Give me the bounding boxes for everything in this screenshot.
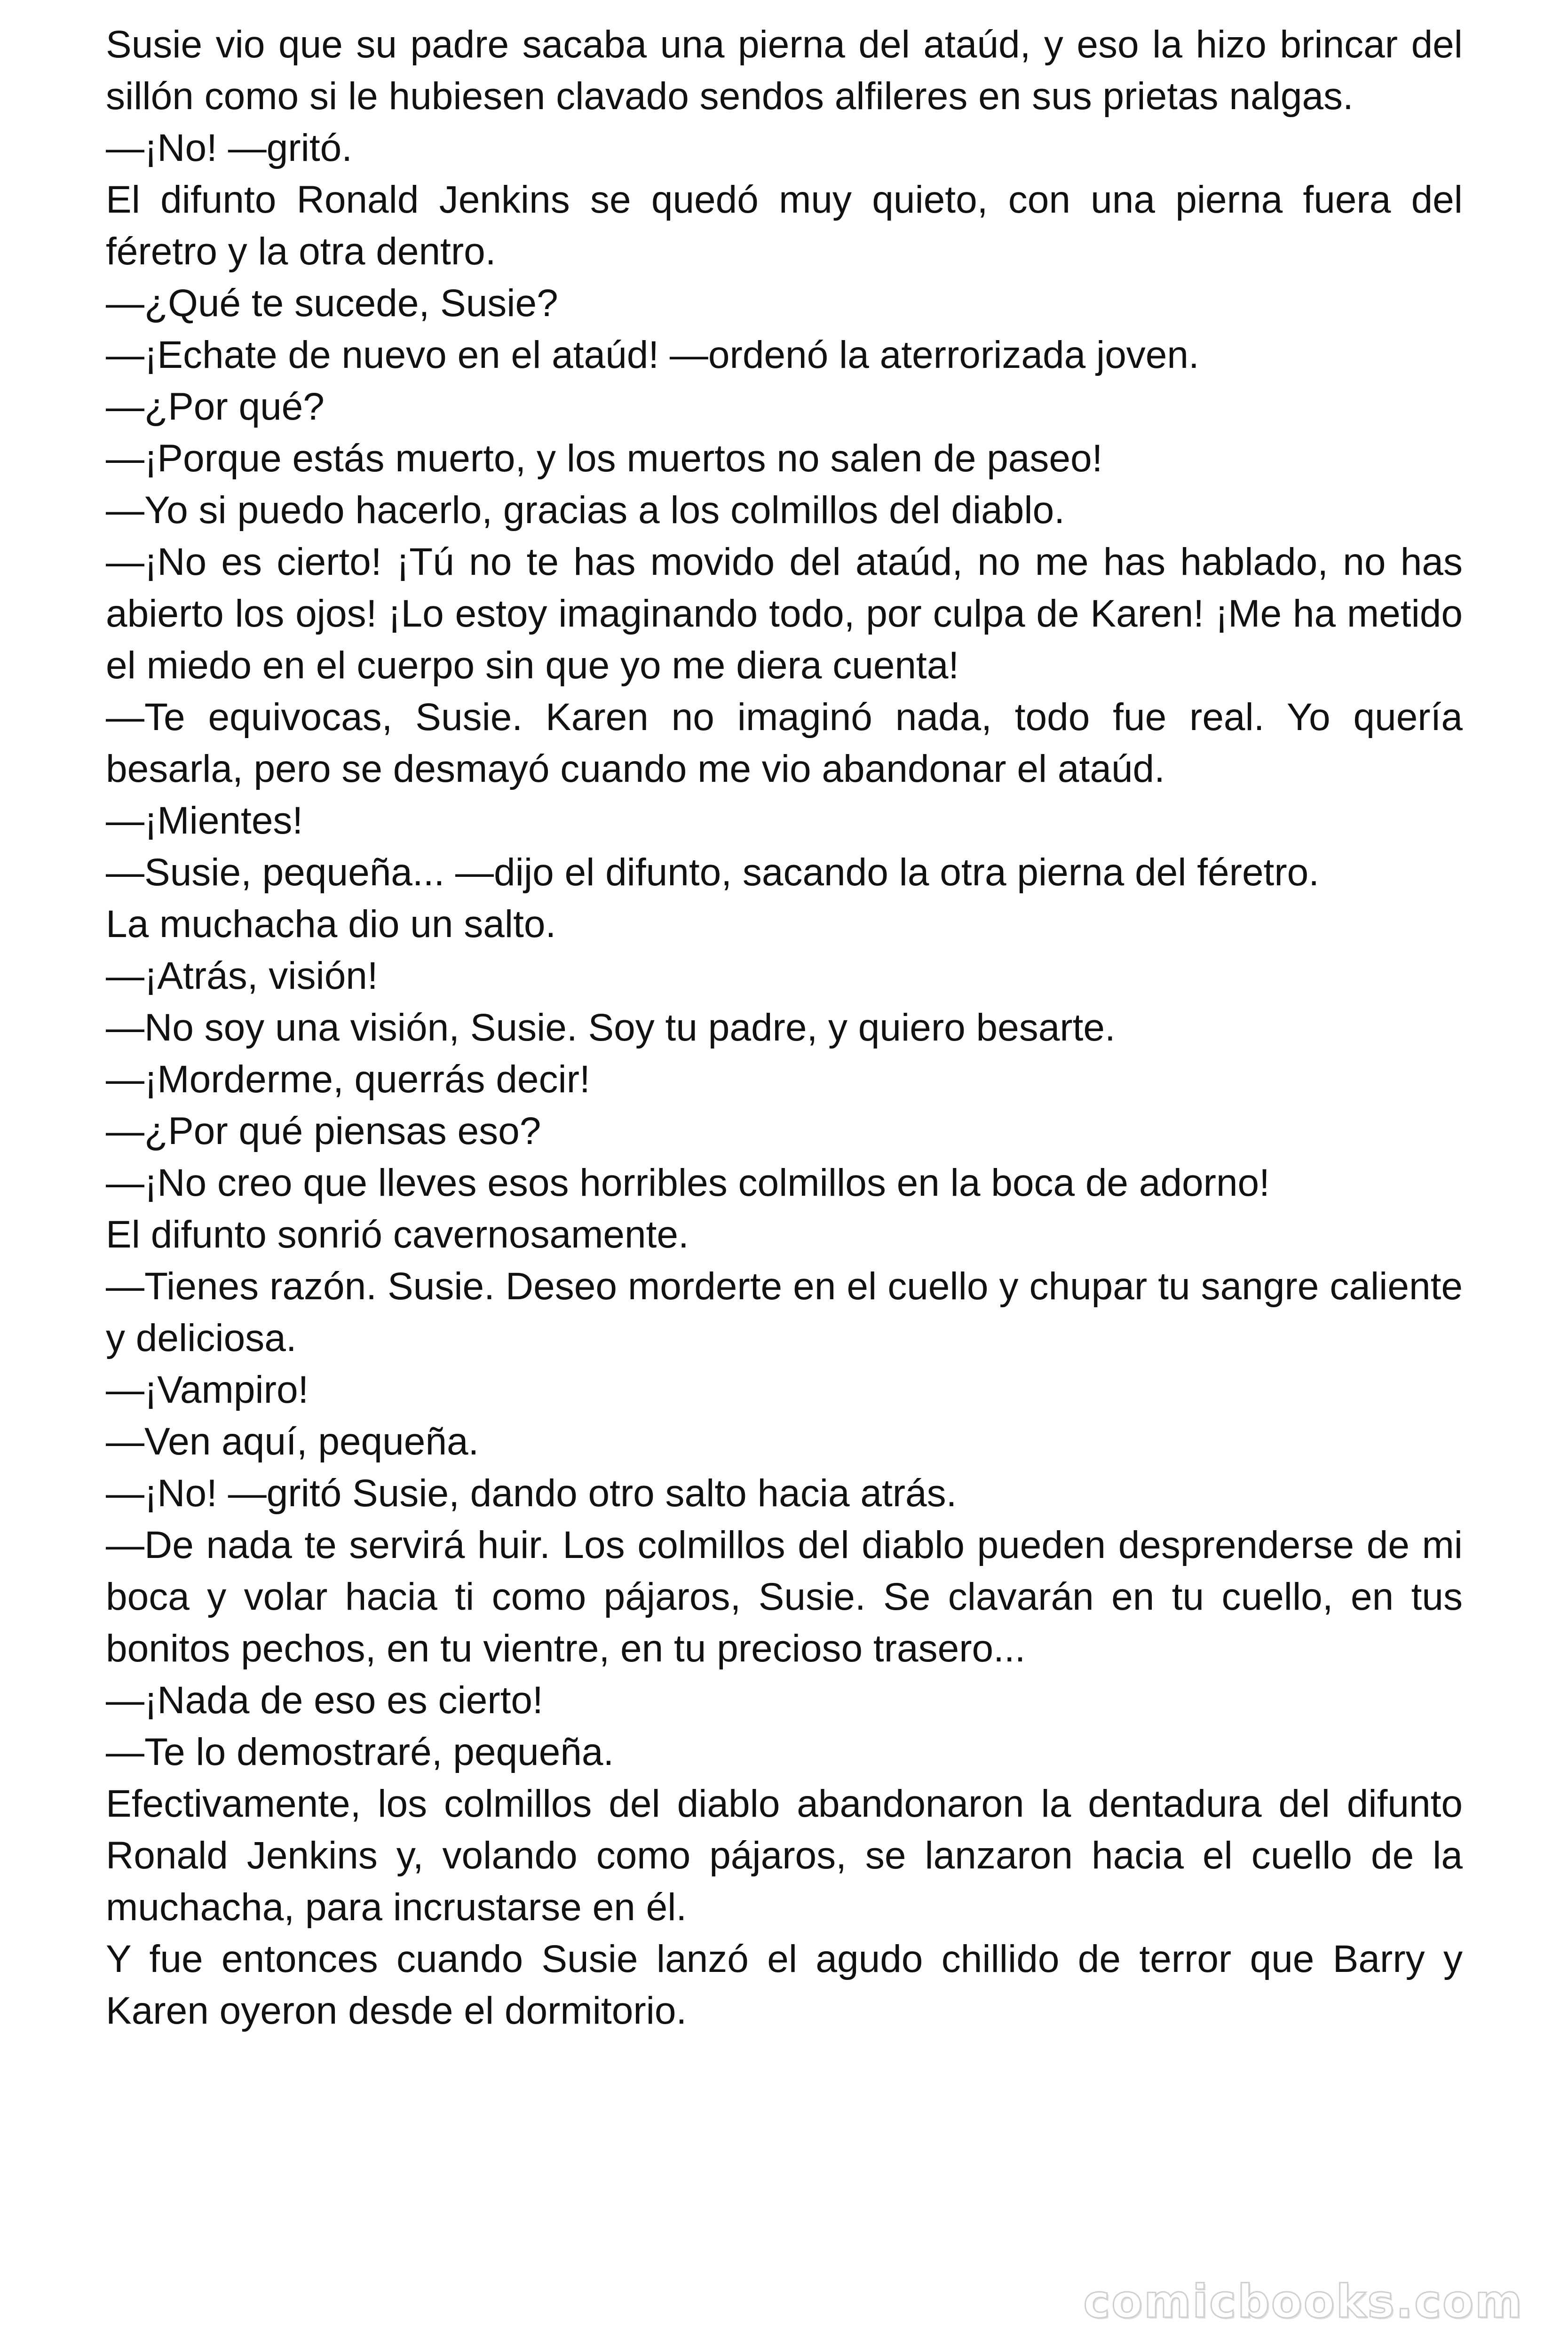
paragraph: —Ven aquí, pequeña. [106,1420,479,1463]
paragraph: Efectivamente, los colmillos del diablo abandonaron la dentadura del difunto Ronald Jenkins y, volando como pájaros, se lanzaron hacia el cuello de la muchacha, para incrustarse en él. [106,1782,1463,1929]
paragraph: —¡No es cierto! ¡Tú no te has movido del ataúd, no me has hablado, no has abierto los ojos! ¡Lo estoy imaginando todo, por culpa de Karen! ¡Me ha metido el miedo en el cuerpo sin que yo me diera cuenta! [106,540,1463,687]
paragraph: —No soy una visión, Susie. Soy tu padre, y quiero besarte. [106,1006,1116,1049]
paragraph: —¡Morderme, querrás decir! [106,1058,590,1101]
paragraph: El difunto sonrió cavernosamente. [106,1213,689,1256]
paragraph: —¡Mientes! [106,799,303,842]
paragraph: —¡Atrás, visión! [106,954,378,997]
paragraph: —Yo si puedo hacerlo, gracias a los colmillos del diablo. [106,489,1065,532]
paragraph: —Susie, pequeña... —dijo el difunto, sacando la otra pierna del féretro. [106,851,1320,894]
paragraph: —¡Porque estás muerto, y los muertos no salen de paseo! [106,437,1103,480]
paragraph: —Te lo demostraré, pequeña. [106,1731,614,1773]
paragraph: —De nada te servirá huir. Los colmillos del diablo pueden desprenderse de mi boca y volar hacia ti como pájaros, Susie. Se clavarán en tu cuello, en tus bonitos pechos, en tu vientre, en tu precioso trasero... [106,1524,1463,1670]
paragraph: —¡No creo que lleves esos horribles colmillos en la boca de adorno! [106,1161,1270,1204]
paragraph: —¿Por qué piensas eso? [106,1110,541,1152]
paragraph: —¿Qué te sucede, Susie? [106,282,558,325]
paragraph: —Tienes razón. Susie. Deseo morderte en el cuello y chupar tu sangre caliente y deliciosa. [106,1265,1463,1359]
paragraph: Susie vio que su padre sacaba una pierna del ataúd, y eso la hizo brincar del sillón como si le hubiesen clavado sendos alfileres en sus prietas nalgas. [106,23,1463,118]
paragraph: —Te equivocas, Susie. Karen no imaginó nada, todo fue real. Yo quería besarla, pero se desmayó cuando me vio abandonar el ataúd. [106,696,1463,790]
paragraph: —¡Echate de nuevo en el ataúd! —ordenó la aterrorizada joven. [106,334,1199,376]
paragraph: La muchacha dio un salto. [106,903,556,946]
paragraph: —¡No! —gritó. [106,127,352,169]
paragraph: El difunto Ronald Jenkins se quedó muy quieto, con una pierna fuera del féretro y la otra dentro. [106,178,1463,273]
paragraph: —¡Vampiro! [106,1368,309,1411]
paragraph: Y fue entonces cuando Susie lanzó el agudo chillido de terror que Barry y Karen oyeron desde el dormitorio. [106,1938,1463,2032]
watermark-logo: comicbooks.com [1083,2275,1523,2328]
paragraph: —¡No! —gritó Susie, dando otro salto hacia atrás. [106,1472,957,1515]
paragraph: —¿Por qué? [106,385,325,428]
document-body [106,19,1463,2037]
paragraph: —¡Nada de eso es cierto! [106,1679,543,1722]
